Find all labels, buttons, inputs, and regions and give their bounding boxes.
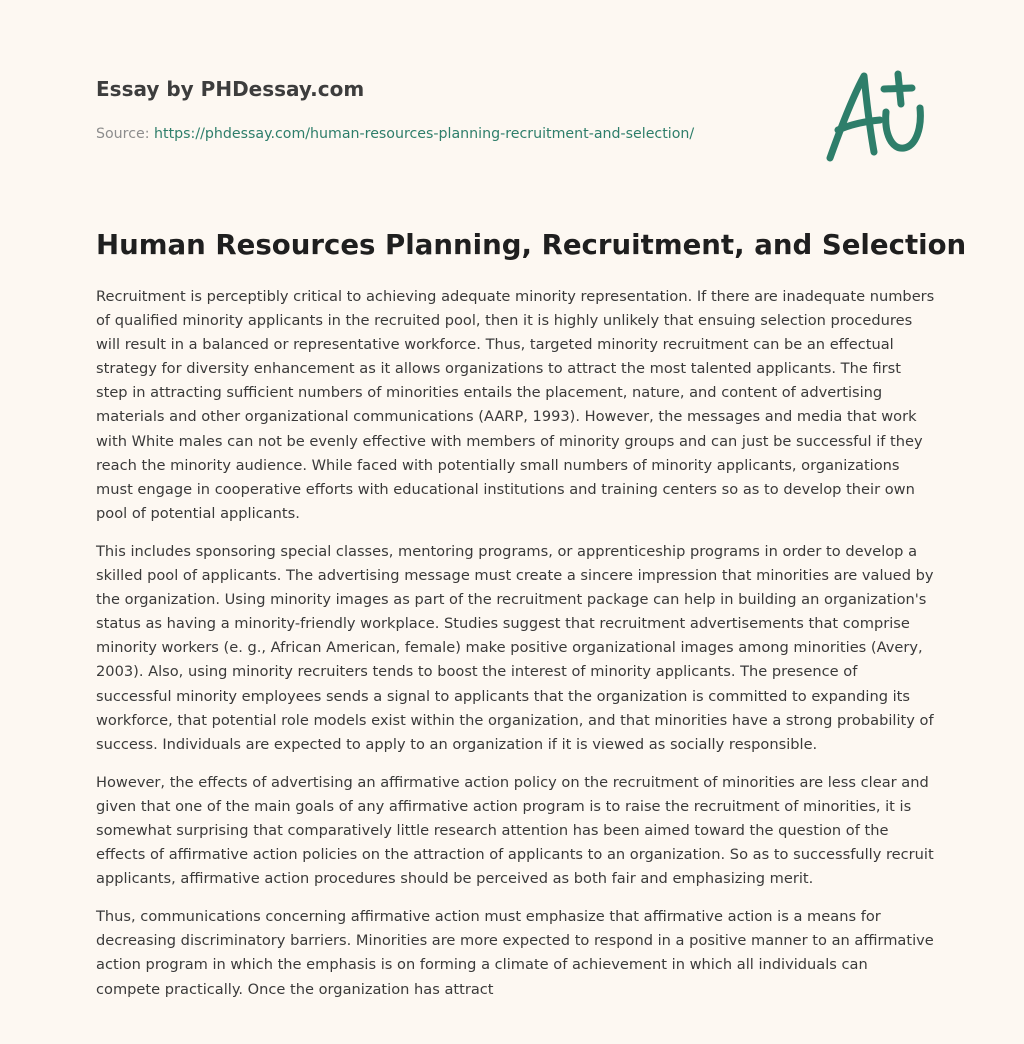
essay-title: Human Resources Planning, Recruitment, and Selection xyxy=(96,228,967,261)
essay-paragraph: Recruitment is perceptibly critical to achieving adequate minority representation. If there are inadequate numbers of qualified minority applicants in the recruited pool, then it is highly unlikely that ensuing selection procedures will result in a balanced or representative workforce. Thus, targeted minority recruitment can be an effectual strategy for diversity enhancement as it allows organizations to attract the most talented applicants. The first step in attracting sufficient numbers of minorities entails the placement, nature, and content of advertising materials and other organizational communications (AARP, 1993). However, the messages and media that work with White males can not be evenly effective with members of minority groups and can just be successful if they reach the minority audience. While faced with potentially small numbers of minority applicants, organizations must engage in cooperative efforts with educational institutions and training centers so as to develop their own pool of potential applicants. xyxy=(96,288,935,522)
essay-body xyxy=(96,285,936,1016)
page-header xyxy=(96,74,796,144)
source-link[interactable]: https://phdessay.com/human-resources-planning-recruitment-and-selection/ xyxy=(154,126,695,142)
a-plus-grade-icon xyxy=(818,64,932,168)
essay-paragraph: However, the effects of advertising an affirmative action policy on the recruitment of minorities are less clear and given that one of the main goals of any affirmative action program is to raise the recruitment of minorities, it is somewhat surprising that comparatively little research attention has been aimed toward the question of the effects of affirmative action policies on the attraction of applicants to an organization. So as to successfully recruit applicants, affirmative action procedures should be perceived as both fair and emphasizing merit. xyxy=(96,773,934,888)
source-label: Source: xyxy=(96,126,155,142)
a-plus-logo xyxy=(818,64,932,168)
essay-paragraph: Thus, communications concerning affirmative action must emphasize that affirmative action is a means for decreasing discriminatory barriers. Minorities are more expected to respond in a positive manner to an affirmative action program in which the emphasis is on forming a climate of achievement in which all individuals can compete practically. Once the organization has attract xyxy=(96,908,934,998)
source-line xyxy=(96,124,796,144)
essay-paragraph: This includes sponsoring special classes, mentoring programs, or apprenticeship programs in order to develop a skilled pool of applicants. The advertising message must create a sincere impression that minorities are valued by the organization. Using minority images as part of the recruitment package can help in building an organization's status as having a minority-friendly workplace. Studies suggest that recruitment advertisements that comprise minority workers (e. g., African American, female) make positive organizational images among minorities (Avery, 2003). Also, using minority recruiters tends to boost the interest of minority applicants. The presence of successful minority employees sends a signal to applicants that the organization is committed to expanding its workforce, that potential role models exist within the organization, and that minorities have a strong probability of success. Individuals are expected to apply to an organization if it is viewed as socially responsible. xyxy=(96,542,934,753)
site-title: Essay by PHDessay.com xyxy=(96,77,365,101)
